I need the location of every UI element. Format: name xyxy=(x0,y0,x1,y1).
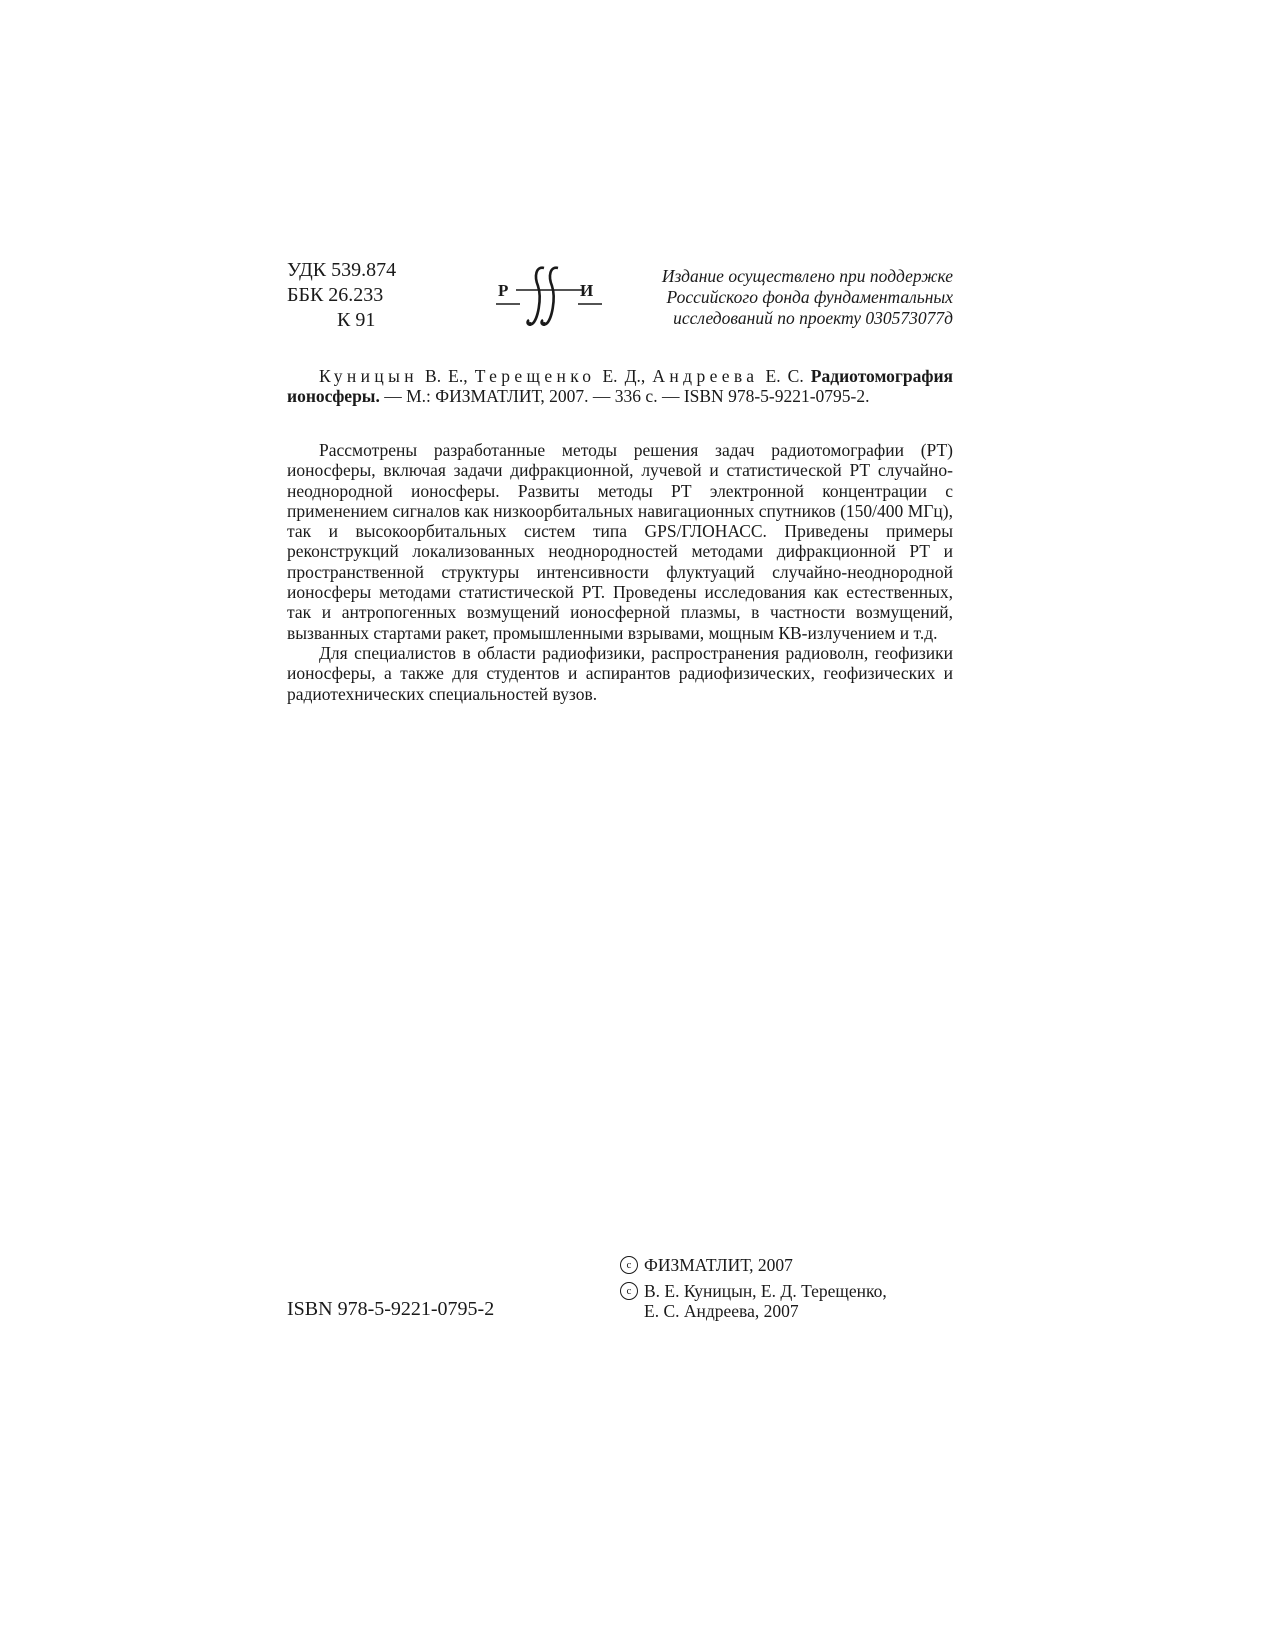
copyright-icon: c xyxy=(620,1282,638,1300)
support-note-line: исследований по проекту 030573077д xyxy=(673,308,953,328)
author-surname: Куницын xyxy=(319,366,418,386)
author-initials: Е. Д., xyxy=(602,366,646,386)
logo-letter-left: Р xyxy=(498,281,509,300)
copyright-icon: c xyxy=(620,1256,638,1274)
isbn: ISBN 978-5-9221-0795-2 xyxy=(287,1298,495,1320)
logo-letter-right: И xyxy=(580,281,594,300)
classification-codes xyxy=(287,258,396,333)
annotation-paragraph: Для специалистов в области радиофизики, распространения радиоволн, геофизики ионосферы, а также для студентов и аспирантов радиофизических, геофизических и радиотехнических специальностей вузов. xyxy=(287,642,953,704)
copyright-line: В. Е. Куницын, Е. Д. Терещенко, xyxy=(644,1281,887,1301)
copyright-line: Е. С. Андреева, 2007 xyxy=(644,1301,799,1321)
udk-code: УДК 539.874 xyxy=(287,259,397,281)
author-surname: Андреева xyxy=(652,366,759,386)
bbk-code: ББК 26.233 xyxy=(287,284,384,306)
support-note-line: Издание осуществлено при поддержке xyxy=(661,266,953,286)
book-title: Радиотомография ионосферы. xyxy=(287,366,954,407)
imprint: — М.: ФИЗМАТЛИТ, 2007. — 336 с. — ISBN 978-5-9221-0795-2. xyxy=(384,386,870,407)
rffi-logo-icon xyxy=(494,262,604,330)
annotation xyxy=(287,440,953,704)
copyright-block xyxy=(620,1255,887,1321)
author-mark: К 91 xyxy=(337,309,376,331)
author-surname: Терещенко xyxy=(474,366,596,386)
annotation-paragraph: Рассмотрены разработанные методы решения задач радиотомографии (РТ) ионосферы, включая задачи дифракционной, лучевой и статистической РТ случайно-неоднородной ионосферы. Развиты методы РТ электронной концентрации с применением сигналов как низкоорбитальных навигационных спутников (150/400 МГц), так и высокоорбитальных систем типа GPS/ГЛОНАСС. Приведены примеры реконструкций локализованных неоднородностей методами дифракционной РТ и пространственной структуры интенсивности флуктуаций случайно-неоднородной ионосферы методами статистической РТ. Проведены исследования как естественных, так и антропогенных возмущений ионосферной плазмы, в частности возмущений, вызванных стартами ракет, промышленными взрывами, мощным КВ-излучением и т.д. xyxy=(287,440,953,643)
support-note-line: Российского фонда фундаментальных xyxy=(666,287,953,307)
copyright-line: ФИЗМАТЛИТ, 2007 xyxy=(644,1255,793,1275)
support-note xyxy=(613,266,953,329)
author-initials: Е. С. xyxy=(765,366,804,386)
bibliographic-citation xyxy=(287,366,953,407)
author-initials: В. Е., xyxy=(425,366,468,386)
